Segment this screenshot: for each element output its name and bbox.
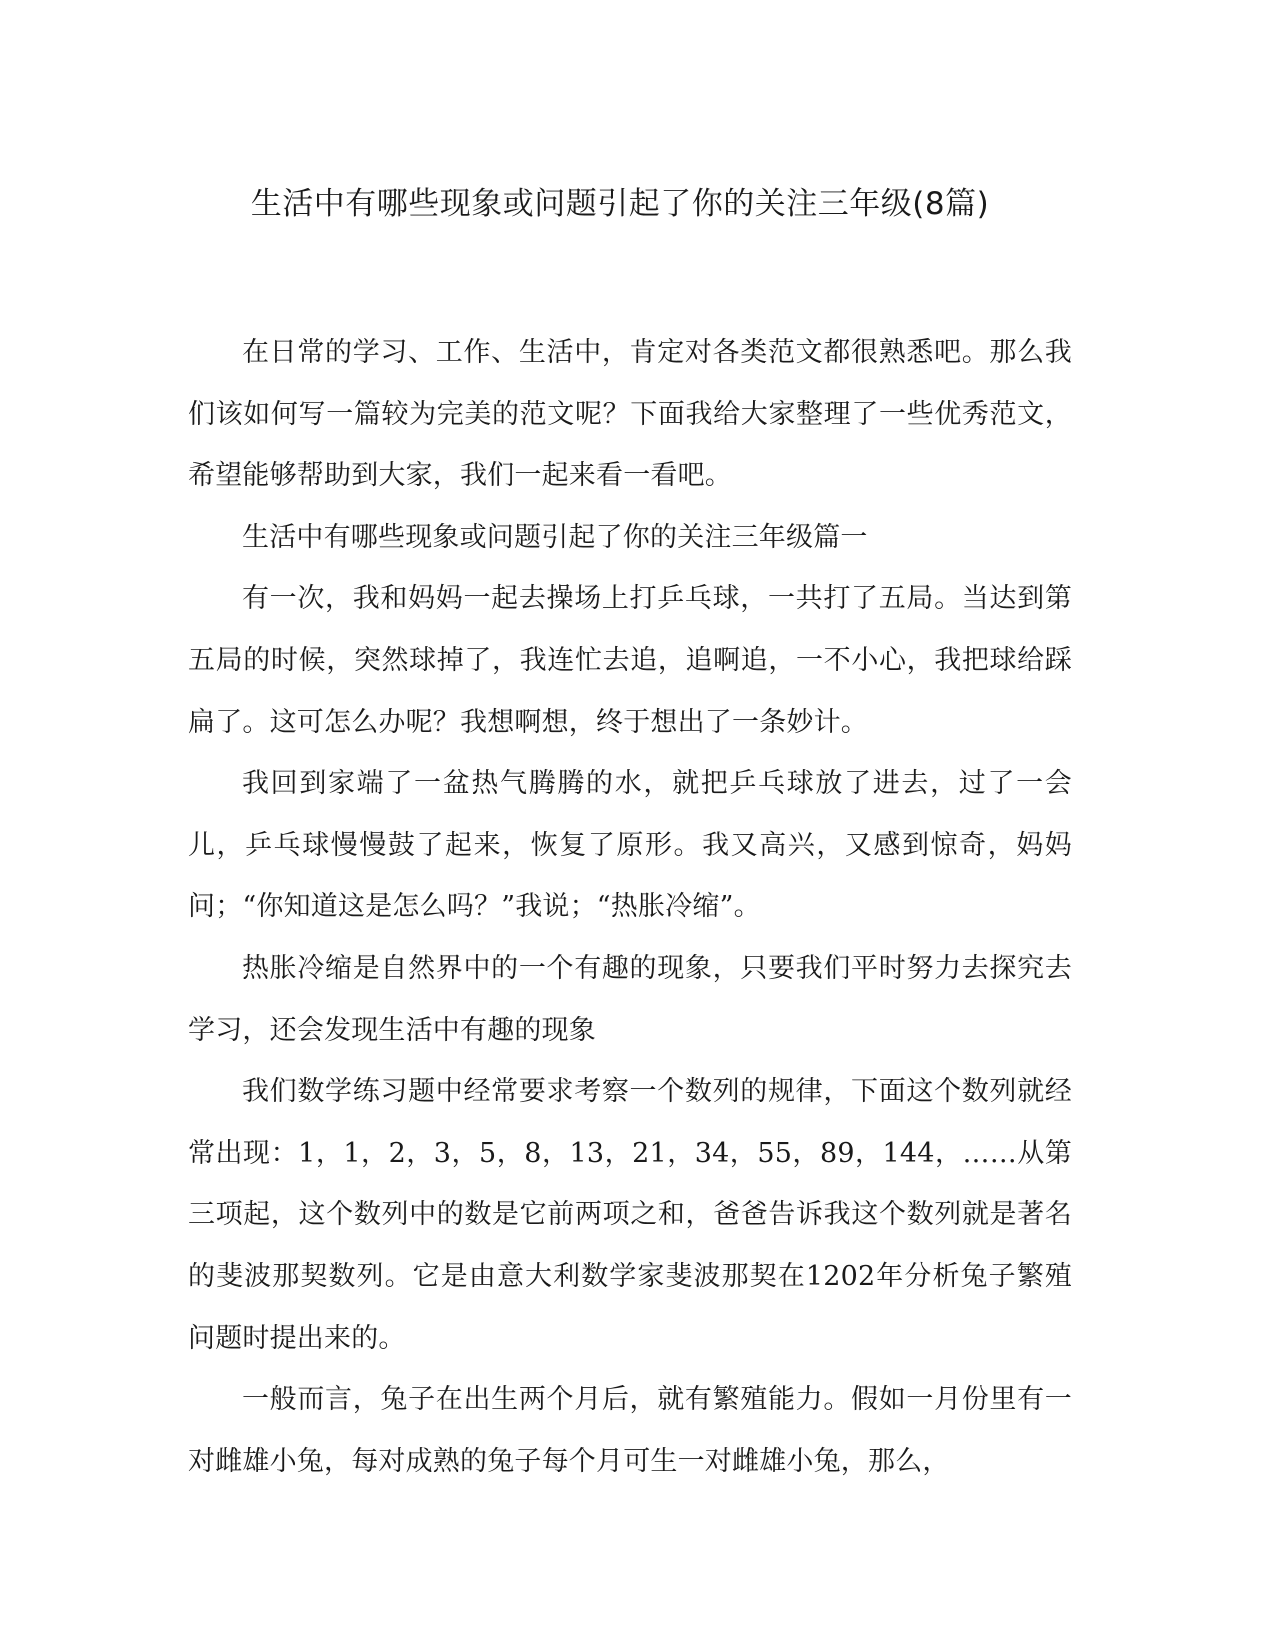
paragraph: 一般而言，兔子在出生两个月后，就有繁殖能力。假如一月份里有一对雌雄小兔，每对成熟的兔子每个月可生一对雌雄小兔，那么，: [188, 1384, 1072, 1477]
paragraph: 我回到家端了一盆热气腾腾的水，就把乒乓球放了进去，过了一会儿，乒乓球慢慢鼓了起来，恢复了原形。我又高兴，又感到惊奇，妈妈问；“你知道这是怎么吗？”我说；“热胀冷缩”。: [188, 768, 1072, 923]
paragraph: 热胀冷缩是自然界中的一个有趣的现象，只要我们平时努力去探究去学习，还会发现生活中有趣的现象: [188, 952, 1072, 1046]
document-body: [188, 322, 1072, 1492]
paragraph: 我们数学练习题中经常要求考察一个数列的规律，下面这个数列就经常出现：1，1，2，3，5，8，13，21，34，55，89，144，……从第三项起，这个数列中的数是它前两项之和，爸爸告诉我这个数列就是著名的斐波那契数列。它是由意大利数学家斐波那契在1202年分析兔子繁殖问题时提出来的。: [188, 1076, 1072, 1354]
document-title: 生活中有哪些现象或问题引起了你的关注三年级(8篇): [250, 186, 990, 222]
section-heading-1: 生活中有哪些现象或问题引起了你的关注三年级篇一: [242, 521, 868, 553]
intro-paragraph: 在日常的学习、工作、生活中，肯定对各类范文都很熟悉吧。那么我们该如何写一篇较为完美的范文呢？下面我给大家整理了一些优秀范文，希望能够帮助到大家，我们一起来看一看吧。: [188, 337, 1072, 492]
paragraph: 有一次，我和妈妈一起去操场上打乒乓球，一共打了五局。当达到第五局的时候，突然球掉了，我连忙去追，追啊追，一不小心，我把球给踩扁了。这可怎么办呢？我想啊想，终于想出了一条妙计。: [188, 583, 1072, 738]
